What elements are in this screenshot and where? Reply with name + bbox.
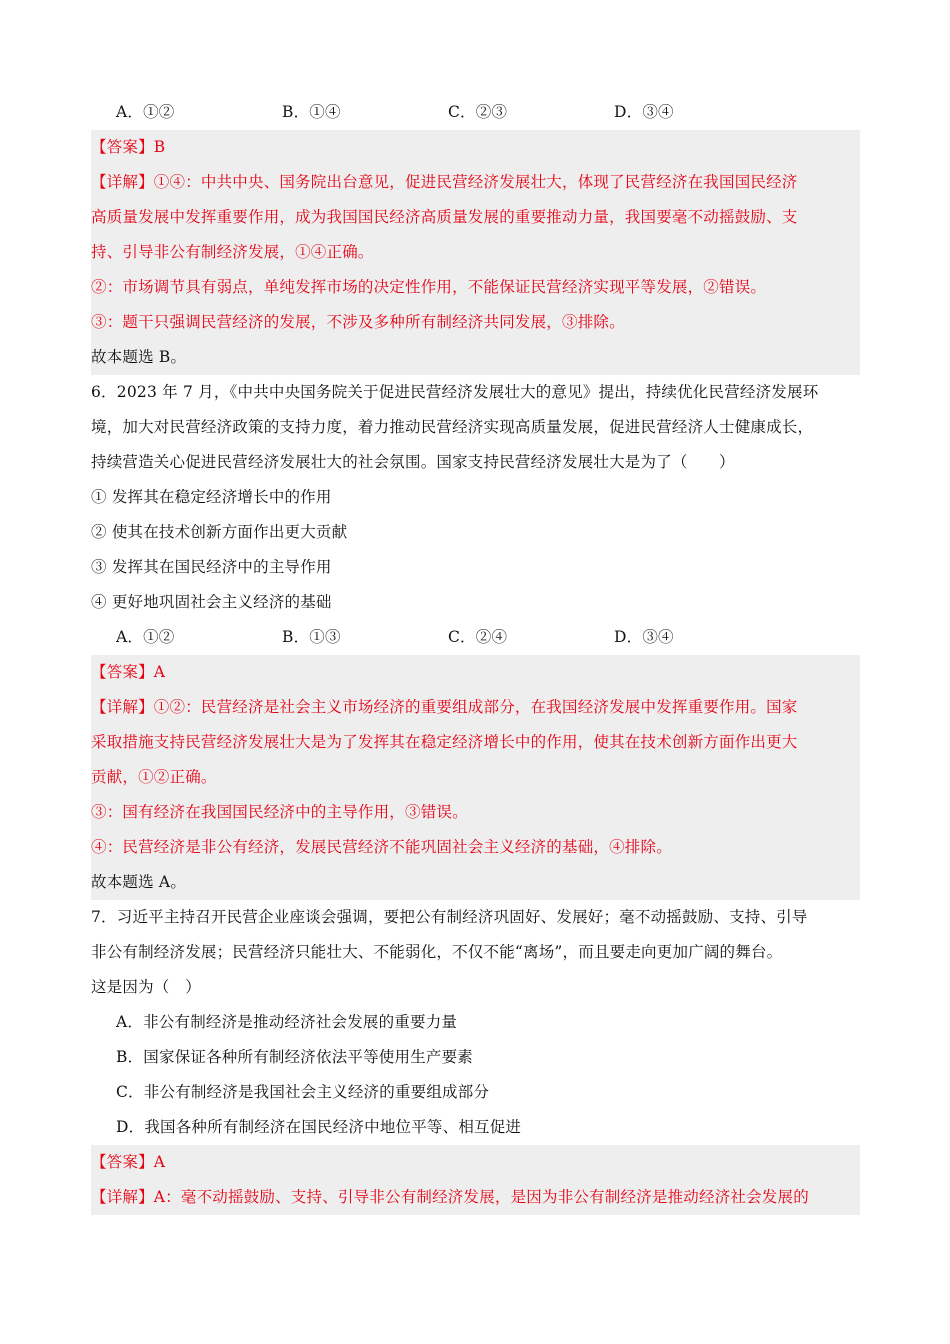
q5-detail-line: ②：市场调节具有弱点，单纯发挥市场的决定性作用，不能保证民营经济实现平等发展，②错误。 (91, 278, 767, 296)
q6-item-2: ② 使其在技术创新方面作出更大贡献 (91, 523, 348, 541)
q6-options (91, 620, 860, 655)
q5-option-d: D．③④ (614, 103, 674, 121)
q6-item-3: ③ 发挥其在国民经济中的主导作用 (91, 558, 332, 576)
q7-detail-line: 【详解】A：毫不动摇鼓励、支持、引导非公有制经济发展，是因为非公有制经济是推动经济社会发展的 (91, 1188, 809, 1206)
q5-option-c: C．②③ (448, 103, 508, 121)
q7-stem (91, 900, 860, 1005)
q6-option-b: B．①③ (282, 628, 341, 646)
q5-answer-block (91, 130, 860, 375)
q5-conclusion: 故本题选 B。 (91, 348, 187, 366)
q6-option-a: A．①② (116, 628, 175, 646)
q6-stem-line: 持续营造关心促进民营经济发展壮大的社会氛围。国家支持民营经济发展壮大是为了（ ） (91, 453, 735, 471)
q5-option-a: A．①② (116, 103, 175, 121)
q5-option-b: B．①④ (282, 103, 341, 121)
q7-stem-line: 非公有制经济发展；民营经济只能壮大、不能弱化，不仅不能“离场”，而且要走向更加广阔的舞台。 (91, 943, 783, 961)
q6-option-c: C．②④ (448, 628, 508, 646)
q7-stem-line: 这是因为（ ） (91, 978, 201, 996)
q6-detail-line: 采取措施支持民营经济发展壮大是为了发挥其在稳定经济增长中的作用，使其在技术创新方面作出更大 (91, 733, 798, 751)
q7-option-d: D．我国各种所有制经济在国民经济中地位平等、相互促进 (116, 1118, 522, 1136)
q6-detail-line: ③：国有经济在我国国民经济中的主导作用，③错误。 (91, 803, 468, 821)
q5-detail-line: 【详解】①④：中共中央、国务院出台意见，促进民营经济发展壮大，体现了民营经济在我国国民经济 (91, 173, 798, 191)
q6-detail-line: ④：民营经济是非公有经济，发展民营经济不能巩固社会主义经济的基础，④排除。 (91, 838, 672, 856)
q5-detail-line: 高质量发展中发挥重要作用，成为我国国民经济高质量发展的重要推动力量，我国要毫不动摇鼓励、支 (91, 208, 798, 226)
q6-answer: 【答案】A (91, 663, 166, 681)
q5-answer: 【答案】B (91, 138, 166, 156)
q6-stem-line: 6．2023 年 7 月，《中共中央国务院关于促进民营经济发展壮大的意见》提出，持续优化民营经济发展环 (91, 383, 819, 401)
q6-detail-line: 【详解】①②：民营经济是社会主义市场经济的重要组成部分，在我国经济发展中发挥重要作用。国家 (91, 698, 798, 716)
q5-detail-line: 持、引导非公有制经济发展，①④正确。 (91, 243, 374, 261)
q6-stem (91, 375, 860, 480)
q7-answer-block (91, 1145, 860, 1215)
q7-option-a: A．非公有制经济是推动经济社会发展的重要力量 (116, 1013, 458, 1031)
q7-stem-line: 7．习近平主持召开民营企业座谈会强调，要把公有制经济巩固好、发展好；毫不动摇鼓励、支持、引导 (91, 908, 808, 926)
q6-item-4: ④ 更好地巩固社会主义经济的基础 (91, 593, 332, 611)
q7-answer: 【答案】A (91, 1153, 166, 1171)
q6-option-d: D．③④ (614, 628, 674, 646)
q6-answer-block (91, 655, 860, 900)
q7-option-b: B．国家保证各种所有制经济依法平等使用生产要素 (116, 1048, 473, 1066)
q7-option-c: C．非公有制经济是我国社会主义经济的重要组成部分 (116, 1083, 490, 1101)
q6-detail-line: 贡献，①②正确。 (91, 768, 217, 786)
q5-options (91, 95, 860, 130)
q5-detail-line: ③：题干只强调民营经济的发展，不涉及多种所有制经济共同发展，③排除。 (91, 313, 625, 331)
document-page (91, 95, 860, 1215)
q6-item-1: ① 发挥其在稳定经济增长中的作用 (91, 488, 332, 506)
q6-conclusion: 故本题选 A。 (91, 873, 187, 891)
q6-stem-line: 境，加大对民营经济政策的支持力度，着力推动民营经济实现高质量发展，促进民营经济人士健康成长， (91, 418, 814, 436)
